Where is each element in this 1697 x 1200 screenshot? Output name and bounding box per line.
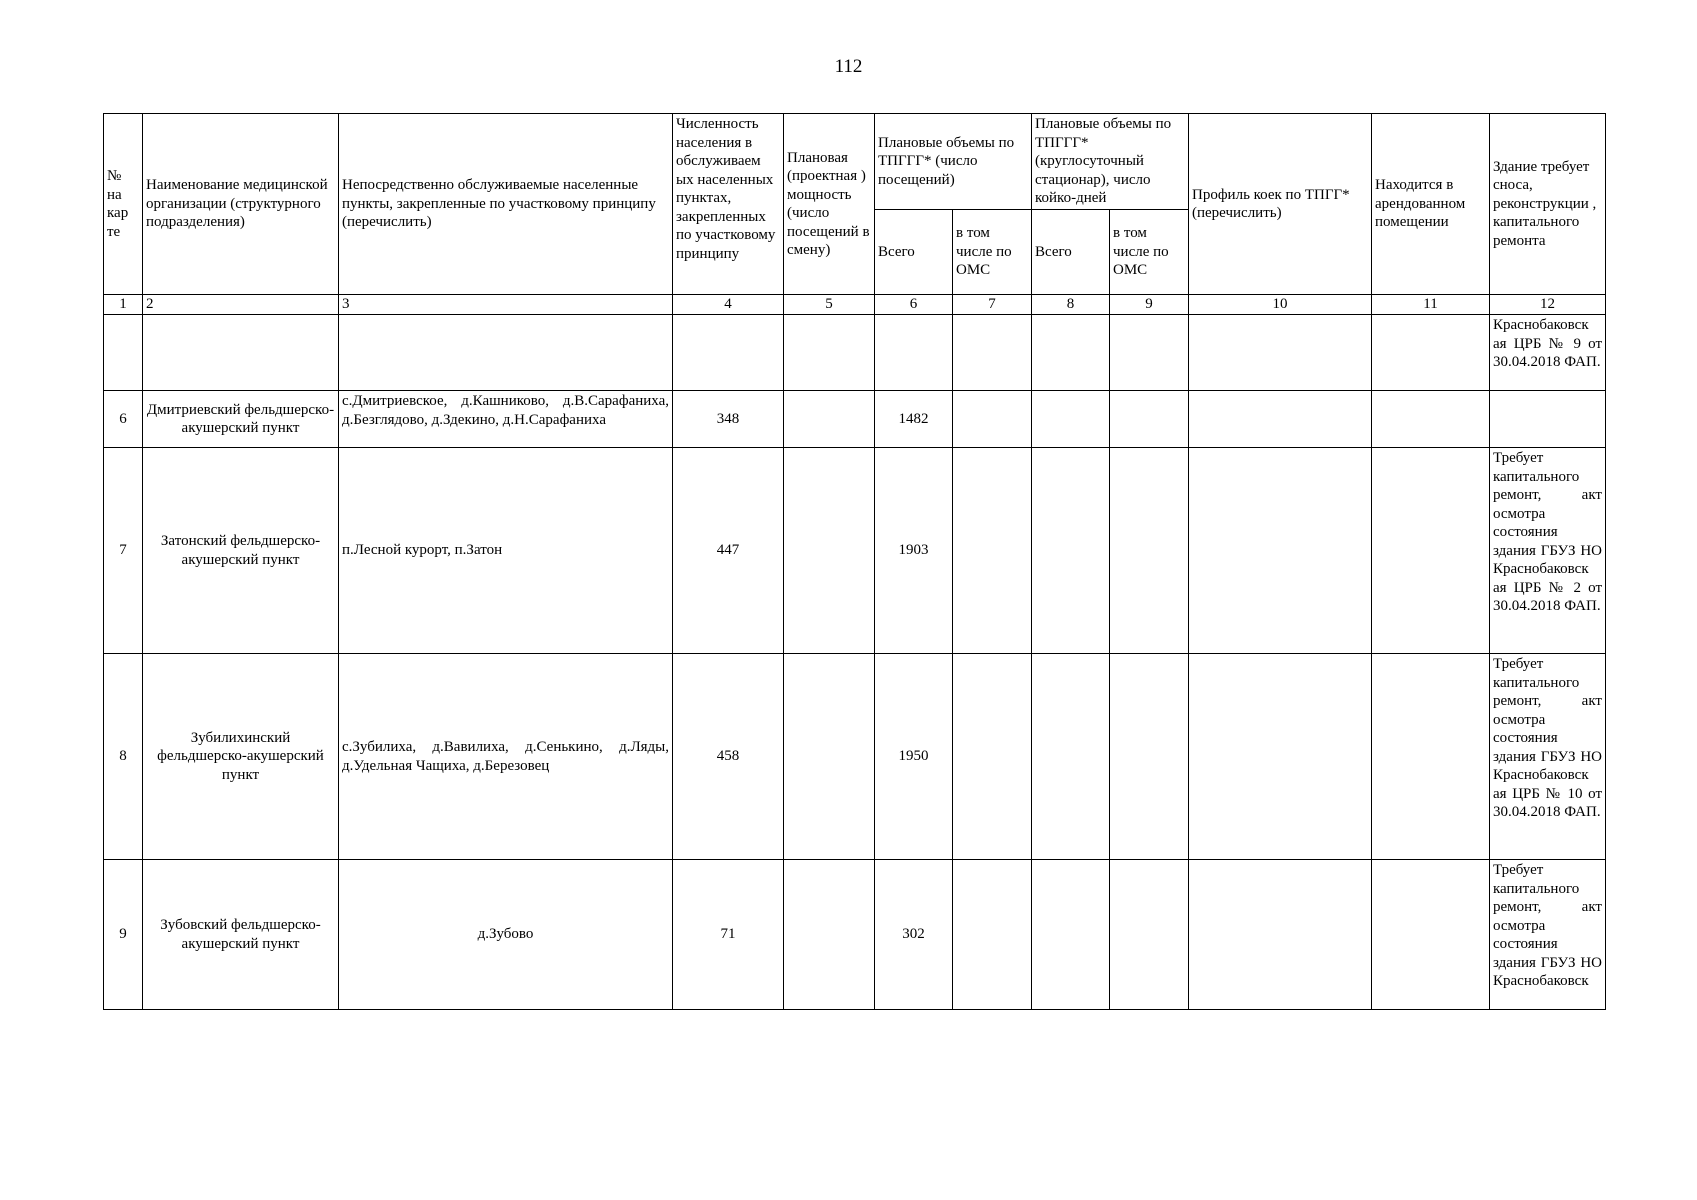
header-col-12: Здание требует сноса, реконструкции , капитального ремонта: [1490, 114, 1606, 295]
header-row-1: [104, 114, 1606, 210]
column-number: 8: [1032, 295, 1110, 315]
row-building: [1490, 391, 1606, 448]
row-visits-oms: [953, 654, 1032, 860]
column-number: 11: [1372, 295, 1490, 315]
row-beds-oms: [1110, 860, 1189, 1010]
row-num: 8: [104, 654, 143, 860]
row-capacity: [784, 448, 875, 654]
header-col-4: Численность населения в обслуживаем ых населенных пунктах, закрепленных по участковому принципу: [673, 114, 784, 295]
column-number: 1: [104, 295, 143, 315]
row-capacity: [784, 654, 875, 860]
row-capacity: [784, 860, 875, 1010]
row-visits-oms: [953, 315, 1032, 391]
row-population: 458: [673, 654, 784, 860]
row-profile: [1189, 448, 1372, 654]
header-col-2: Наименование медицинской организации (структурного подразделения): [143, 114, 339, 295]
column-number: 10: [1189, 295, 1372, 315]
header-col-8: Всего: [1032, 209, 1110, 295]
column-number: 12: [1490, 295, 1606, 315]
row-name: Дмитриевский фельдшерско-акушерский пункт: [143, 391, 339, 448]
row-name: Зубилихинский фельдшерско-акушерский пункт: [143, 654, 339, 860]
table-row: [104, 391, 1606, 448]
row-rented: [1372, 860, 1490, 1010]
column-number: 5: [784, 295, 875, 315]
column-number: 6: [875, 295, 953, 315]
row-settlements: д.Зубово: [339, 860, 673, 1010]
row-population: 348: [673, 391, 784, 448]
row-settlements: [339, 315, 673, 391]
row-visits-total: 1482: [875, 391, 953, 448]
row-beds-total: [1032, 391, 1110, 448]
header-col-6-7-group: Плановые объемы по ТПГГГ* (число посещений): [875, 114, 1032, 210]
page-number: 112: [834, 56, 863, 77]
row-settlements-text: с.Дмитриевское, д.Кашниково, д.В.Сарафаниха, д.Безглядово, д.Здекино, д.Н.Сарафаниха: [342, 393, 669, 428]
row-population: [673, 315, 784, 391]
row-num: 9: [104, 860, 143, 1010]
row-visits-total: 302: [875, 860, 953, 1010]
row-profile: [1189, 315, 1372, 391]
row-beds-total: [1032, 654, 1110, 860]
row-beds-oms: [1110, 448, 1189, 654]
column-number: 4: [673, 295, 784, 315]
row-num: 7: [104, 448, 143, 654]
header-col-3: Непосредственно обслуживаемые населенные пункты, закрепленные по участковому принципу (перечислить): [339, 114, 673, 295]
header-col-9: в том числе по ОМС: [1110, 209, 1189, 295]
row-population: 447: [673, 448, 784, 654]
row-num: 6: [104, 391, 143, 448]
row-building: Требует капитального ремонт, акт осмотра состояния здания ГБУЗ НО Краснобаковск: [1490, 860, 1606, 1010]
header-col-7: в том числе по ОМС: [953, 209, 1032, 295]
row-settlements: п.Лесной курорт, п.Затон: [339, 448, 673, 654]
column-numbers-row: [104, 295, 1606, 315]
row-population: 71: [673, 860, 784, 1010]
column-number: 3: [339, 295, 673, 315]
row-beds-total: [1032, 315, 1110, 391]
row-visits-oms: [953, 391, 1032, 448]
row-profile: [1189, 860, 1372, 1010]
row-building: Краснобаковск ая ЦРБ № 9 от 30.04.2018 ФАП.: [1490, 315, 1606, 391]
facilities-table: [103, 113, 1606, 1010]
row-profile: [1189, 391, 1372, 448]
header-col-8-9-group: Плановые объемы по ТПГГГ* (круглосуточный стационар), число койко-дней: [1032, 114, 1189, 210]
row-settlements: с.Зубилиха, д.Вавилиха, д.Сенькино, д.Ляды, д.Удельная Чащиха, д.Березовец: [339, 654, 673, 860]
row-settlements: [339, 391, 673, 448]
row-beds-total: [1032, 860, 1110, 1010]
column-number: 7: [953, 295, 1032, 315]
column-number: 9: [1110, 295, 1189, 315]
row-name: Затонский фельдшерско-акушерский пункт: [143, 448, 339, 654]
table-row: [104, 448, 1606, 654]
row-name: Зубовский фельдшерско-акушерский пункт: [143, 860, 339, 1010]
row-rented: [1372, 448, 1490, 654]
row-rented: [1372, 391, 1490, 448]
header-col-10: Профиль коек по ТПГГ* (перечислить): [1189, 114, 1372, 295]
header-col-11: Находится в арендованном помещении: [1372, 114, 1490, 295]
row-visits-total: [875, 315, 953, 391]
table-row: [104, 860, 1606, 1010]
row-beds-oms: [1110, 654, 1189, 860]
column-number: 2: [143, 295, 339, 315]
row-num: [104, 315, 143, 391]
row-visits-total: 1903: [875, 448, 953, 654]
header-col-6: Всего: [875, 209, 953, 295]
row-capacity: [784, 391, 875, 448]
table-row: [104, 315, 1606, 391]
row-rented: [1372, 654, 1490, 860]
row-profile: [1189, 654, 1372, 860]
row-visits-oms: [953, 860, 1032, 1010]
header-col-1: № на кар те: [104, 114, 143, 295]
row-capacity: [784, 315, 875, 391]
row-visits-oms: [953, 448, 1032, 654]
row-building: Требует капитального ремонт, акт осмотра состояния здания ГБУЗ НО Краснобаковск ая ЦРБ № 10 от 30.04.2018 ФАП.: [1490, 654, 1606, 860]
table-row: [104, 654, 1606, 860]
row-rented: [1372, 315, 1490, 391]
row-beds-oms: [1110, 315, 1189, 391]
row-building: Требует капитального ремонт, акт осмотра состояния здания ГБУЗ НО Краснобаковск ая ЦРБ № 2 от 30.04.2018 ФАП.: [1490, 448, 1606, 654]
row-visits-total: 1950: [875, 654, 953, 860]
row-beds-total: [1032, 448, 1110, 654]
header-col-5: Плановая (проектная ) мощность (число посещений в смену): [784, 114, 875, 295]
row-name: [143, 315, 339, 391]
row-beds-oms: [1110, 391, 1189, 448]
